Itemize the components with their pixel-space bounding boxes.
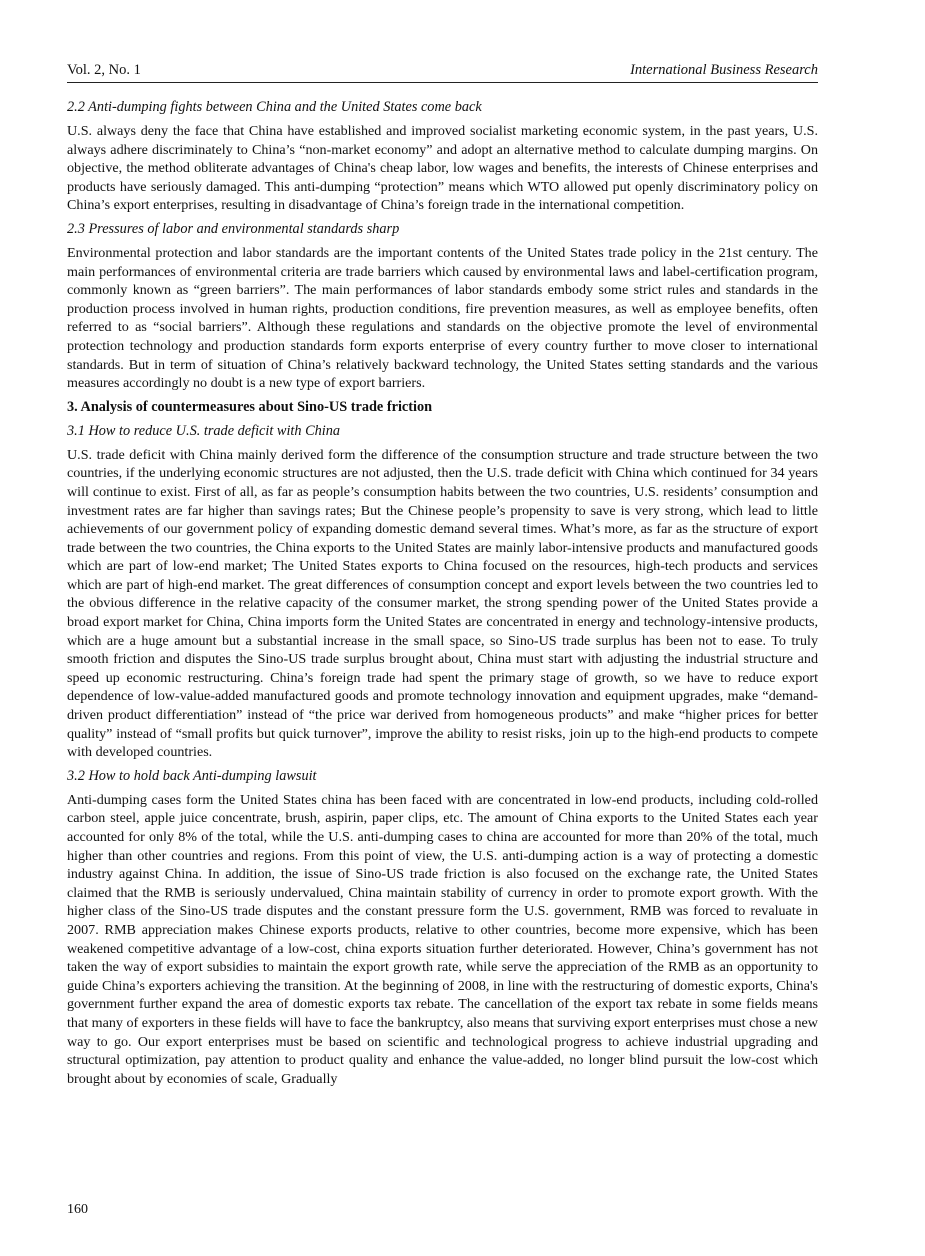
- section-title-3: 3. Analysis of countermeasures about Sino-US trade friction: [67, 398, 433, 415]
- running-header: [67, 62, 818, 83]
- paragraph-3-1: U.S. trade deficit with China mainly derived form the difference of the consumption structure and trade structure between the two countries, if the underlying economic structures are not adjusted, then the U.S. trade deficit with China which continued for 34 years will continue to exist. First of all, as far as people’s consumption habits between the two countries, U.S. residents’ consumption and investment rates are far higher than savings rates; But the Chinese people’s propensity to save is very strong, which lead to little achievements of our government policy of expanding domestic demand several times. What’s more, as far as the structure of export trade between the two countries, the China exports to the United States are mainly labor-intensive products and manufactured goods which are part of low-end market; The United States exports to China focused on the resources, high-tech products and services which are part of high-end market. The great differences of consumption concept and export levels between the two countries led to the obvious difference in the relative capacity of the consumer market, the strong spending power of the United States provide a broad export market for China, China imports form the United States are concentrated in energy and technology-intensive products, which are a huge amount but a substantial increase in the small space, so Sino-US trade surplus has been not to ease. To truly smooth friction and disputes the Sino-US trade surplus brought about, China must start with adjusting the industrial structure and speed up economic restructuring. China’s foreign trade had spent the primary stage of growth, so we have to reduce export dependence of low-value-added manufactured goods and promote technology innovation and equipment upgrades, make “demand-driven product differentiation” instead of “the price war derived from homogeneous products” and make “higher prices for better quality” instead of “small profits but quick turnover”, improve the ability to resist risks, join up to the high-end products to compete with developed countries.: [67, 446, 818, 761]
- journal-title: International Business Research: [630, 62, 818, 78]
- section-heading-2-2: 2.2 Anti-dumping fights between China and the United States come back: [67, 99, 482, 115]
- paragraph-2-3: Environmental protection and labor standards are the important contents of the United States trade policy in the 21st century. The main performances of environmental criteria are trade barriers which caused by environmental laws and label-certification program, commonly known as “green barriers”. The main performances of labor standards embody some strict rules and standards in the production process involved in human rights, production conditions, fire prevention measures, as well as employee benefits, often referred to as “social barriers”. Although these regulations and standards on the objective promote the level of environmental protection technology and production standards form exports enterprise of every country further to move closer to international standards. But in term of situation of China’s relatively backward technology, the United States setting standards and the various measures accordingly no doubt is a new type of export barriers.: [67, 244, 818, 392]
- paragraph-3-2: Anti-dumping cases form the United States china has been faced with are concentrated in low-end products, including cold-rolled carbon steel, apple juice concentrate, brush, aspirin, paper clips, etc. The amount of China exports to the United States each year accounted for only 8% of the total, while the U.S. anti-dumping cases to china are accounted for more than 20% of the total, much higher than other countries and regions. From this point of view, the U.S. anti-dumping action is a way of protecting a domestic industry against China. In addition, the issue of Sino-US trade friction is also focused on the exchange rate, the United States claimed that the RMB is seriously undervalued, China maintain stability of currency in order to promote export growth. With the higher class of the Sino-US trade disputes and the constant pressure form the U.S. government, RMB was forced to revaluate in 2007. RMB appreciation makes Chinese exports products, relative to other countries, become more expensive, which has been weakened competitive advantage of a low-cost, china exports situation further deteriorated. However, China’s government has not taken the way of export subsidies to maintain the export growth rate, while serve the appreciation of the RMB as an opportunity to guide China’s exporters achieving the transition. At the beginning of 2008, in line with the restructuring of domestic exports, China's government further expand the area of domestic exports tax rebate. The cancellation of the export tax rebate in some fields means that many of exporters in these fields will have to face the bankruptcy, also means that surviving export enterprises must chose a new way to go. Our export enterprises must be based on scientific and technological progress to achieve industrial upgrading and structural optimization, pay attention to product quality and enhance the value-added, no longer blind pursuit the low-cost which brought about by economies of scale, Gradually: [67, 791, 818, 1087]
- page-number: 160: [67, 1202, 88, 1217]
- paragraph-2-2: U.S. always deny the face that China have established and improved socialist marketing economic system, in the past years, U.S. always adhere discriminately to China’s “non-market economy” and adopt an alternative method to calculate dumping margins. On objective, the method obliterate advantages of China's cheap labor, low wages and benefits, the interests of Chinese enterprises and products have seriously damaged. This anti-dumping “protection” means which WTO allowed put openly discriminatory policy on China’s export enterprises, resulting in disadvantage of China’s foreign trade in the international competition.: [67, 123, 818, 214]
- section-heading-2-3: 2.3 Pressures of labor and environmental standards sharp: [67, 220, 400, 237]
- article-body: [67, 98, 818, 1093]
- section-heading-3-2: 3.2 How to hold back Anti-dumping lawsuit: [67, 767, 317, 784]
- section-heading-3-1: 3.1 How to reduce U.S. trade deficit with China: [67, 422, 341, 439]
- journal-volume: Vol. 2, No. 1: [67, 62, 141, 78]
